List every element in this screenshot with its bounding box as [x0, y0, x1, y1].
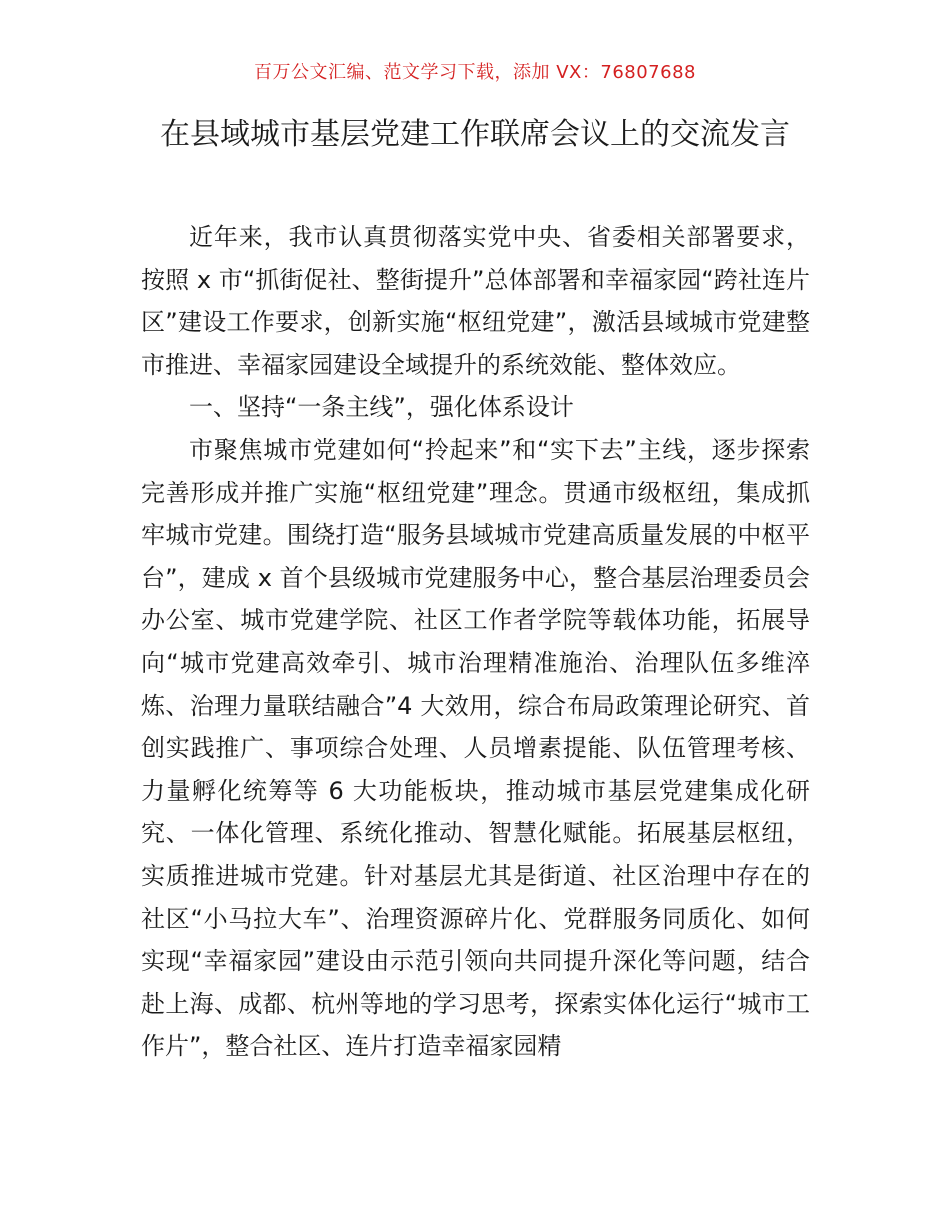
header-watermark-note: 百万公文汇编、范文学习下载，添加 VX：76807688: [254, 62, 696, 83]
section-heading-1: 一、坚持“一条主线”，强化体系设计: [189, 393, 574, 422]
intro-paragraph: 近年来，我市认真贯彻落实党中央、省委相关部署要求，按照 x 市“抓街促社、整街提升”总体部署和幸福家园“跨社连片区”建设工作要求，创新实施“枢纽党建”，激活县域城市党建整市推进、幸福家园建设全域提升的系统效能、整体效应。: [141, 223, 810, 379]
section-1-paragraph: 市聚焦城市党建如何“拎起来”和“实下去”主线，逐步探索完善形成并推广实施“枢纽党建”理念。贯通市级枢纽，集成抓牢城市党建。围绕打造“服务县域城市党建高质量发展的中枢平台”，建成 x 首个县级城市党建服务中心，整合基层治理委员会办公室、城市党建学院、社区工作者学院等载体功能，拓展导向“城市党建高效牵引、城市治理精准施治、治理队伍多维淬炼、治理力量联结融合”4 大效用，综合布局政策理论研究、首创实践推广、事项综合处理、人员增素提能、队伍管理考核、力量孵化统筹等 6 大功能板块，推动城市基层党建集成化研究、一体化管理、系统化推动、智慧化赋能。拓展基层枢纽，实质推进城市党建。针对基层尤其是街道、社区治理中存在的社区“小马拉大车”、治理资源碎片化、党群服务同质化、如何实现“幸福家园”建设由示范引领向共同提升深化等问题，结合赴上海、成都、杭州等地的学习思考，探索实体化运行“城市工作片”，整合社区、连片打造幸福家园精: [141, 435, 810, 1061]
document-body: [141, 216, 810, 1068]
document-title: 在县域城市基层党建工作联席会议上的交流发言: [160, 117, 790, 152]
